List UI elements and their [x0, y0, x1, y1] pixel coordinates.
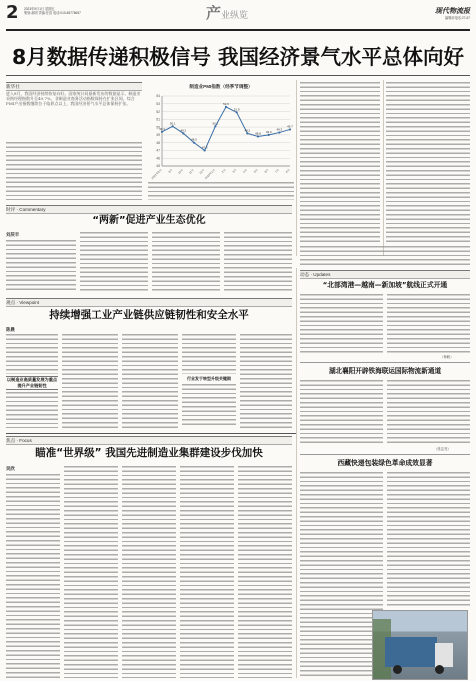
- viewpoint-col-3: [122, 334, 178, 428]
- x-tick-label: 10月: [177, 167, 185, 175]
- viewpoint-byline: 陈晨: [6, 327, 15, 332]
- x-tick-label: 3月: [231, 167, 238, 174]
- col-divider: [296, 268, 297, 678]
- x-tick-label: 5月: [252, 167, 259, 174]
- data-point: [204, 149, 206, 151]
- data-label: 50.1: [169, 121, 176, 126]
- data-label: 48.0: [191, 137, 197, 142]
- viewpoint-col-2: [62, 334, 118, 428]
- viewpoint-col-4: [182, 334, 236, 374]
- focus-col-5: [238, 466, 292, 678]
- y-tick-label: 53: [156, 101, 160, 106]
- x-tick-label: 9月: [167, 167, 174, 174]
- y-tick-label: 48: [156, 140, 160, 145]
- x-tick-label: 8月: [284, 167, 291, 174]
- data-label: 49.7: [287, 124, 293, 129]
- data-label: 47.0: [201, 145, 208, 150]
- focus-col-3: [122, 466, 176, 678]
- section-title-rest: 业纵览: [221, 11, 249, 21]
- data-label: 49.0: [265, 129, 272, 134]
- chart-caption-lines: [148, 182, 294, 200]
- x-tick-label: 2023年1月: [203, 167, 217, 180]
- masthead-editors: 策划:郝明 责编:任浩 电话:010-65776657: [24, 11, 81, 15]
- focus-rule: [6, 433, 296, 434]
- x-tick-label: 2022年8月: [150, 167, 163, 180]
- update-rule: [300, 454, 470, 455]
- masthead-phone: 编辑部电话:27-67: [445, 16, 470, 20]
- masthead-rule: [6, 29, 470, 31]
- lead-section-label: 新华社: [6, 82, 142, 91]
- viewpoint-col-1b: [6, 392, 58, 428]
- lead-col-3: [300, 82, 380, 242]
- viewpoint-pull-quote: 以制造业高质量发展为重点 提升产业链韧性: [6, 377, 58, 388]
- masthead-info: [24, 7, 144, 15]
- x-tick-label: 12月: [198, 167, 206, 175]
- data-point: [225, 106, 227, 108]
- page-number: 2: [6, 2, 19, 23]
- viewpoint-col-1: [6, 334, 58, 374]
- lead-body-lines: [6, 142, 142, 200]
- update-3-col-2: [387, 472, 470, 606]
- y-tick-label: 47: [156, 148, 160, 153]
- data-point: [289, 128, 291, 130]
- update-1-source: （杨帆）: [440, 355, 454, 359]
- focus-byline: 吴欣: [6, 466, 15, 471]
- update-2-col-1: [300, 380, 383, 446]
- update-1-title: “北部湾港—越南—新加坡”航线正式开通: [322, 281, 448, 289]
- data-label: 49.4: [159, 126, 165, 131]
- update-2-source: （张志亮）: [434, 447, 451, 451]
- update-2-col-2: [387, 380, 470, 446]
- viewpoint-headline: 持续增强工业产业链供应链韧性和安全水平: [49, 309, 249, 321]
- masthead: [6, 4, 470, 28]
- updates-label: 动态 · Updates: [300, 270, 470, 279]
- data-label: 50.1: [212, 121, 219, 126]
- data-point: [182, 132, 184, 134]
- lead-headline: 8月数据传递积极信号 我国经济景气水平总体向好: [12, 45, 464, 69]
- data-point: [236, 111, 238, 113]
- data-point: [268, 134, 270, 136]
- publication-name: 现代物流报: [435, 8, 470, 15]
- x-tick-label: 7月: [274, 167, 281, 174]
- lead-col-4: [386, 82, 470, 242]
- viewpoint-col-4b: [182, 384, 236, 428]
- headline-rule: [6, 75, 470, 76]
- y-tick-label: 51: [156, 117, 160, 122]
- chart-title: 制造业PMI指数（经季节调整）: [189, 84, 253, 89]
- x-tick-label: 4月: [242, 167, 249, 174]
- focus-col-2: [64, 466, 118, 678]
- data-point: [172, 125, 174, 127]
- y-tick-label: 49: [156, 133, 160, 138]
- focus-col-4: [180, 466, 234, 678]
- lead-col-continuation: [300, 246, 470, 266]
- viewpoint-caption: 行业发于转型升级关键期: [187, 376, 231, 381]
- data-label: 49.2: [180, 128, 187, 133]
- focus-label: 焦点 · Focus: [6, 436, 292, 445]
- data-label: 48.8: [255, 131, 261, 136]
- commentary-byline: 刘辰丰: [6, 232, 20, 237]
- y-tick-label: 46: [156, 156, 160, 161]
- data-point: [246, 132, 248, 134]
- commentary-col-3: [152, 232, 220, 292]
- commentary-label: 时评 · Commentary: [6, 205, 292, 214]
- focus-col-1: [6, 474, 60, 678]
- commentary-col-2: [80, 232, 148, 292]
- update-3-title: 西藏快递包装绿色革命成效显著: [337, 459, 433, 467]
- update-3-col-1: [300, 472, 383, 678]
- data-label: 51.9: [233, 107, 240, 112]
- section-title: [206, 4, 248, 25]
- data-point: [278, 131, 280, 133]
- y-tick-label: 54: [156, 94, 160, 99]
- col-divider: [383, 80, 384, 256]
- col-divider: [296, 80, 297, 256]
- update-1-col-1: [300, 294, 383, 354]
- delivery-truck-photo: [372, 610, 468, 680]
- viewpoint-label: 观点 · Viewpoint: [6, 298, 292, 307]
- y-tick-label: 45: [156, 164, 160, 169]
- data-label: 49.2: [244, 128, 251, 133]
- pmi-chart: [148, 84, 294, 180]
- x-tick-label: 11月: [187, 167, 195, 175]
- data-label: 49.3: [276, 127, 283, 132]
- data-label: 52.6: [223, 101, 229, 106]
- data-point: [161, 131, 163, 133]
- data-point: [257, 135, 259, 137]
- lead-body-text: 进入8月，我国经济持续恢复向好。国家统计局最新发布的数据显示，制造业采购经理指数升至49.7%，非制造业商务活动指数保持在扩张区间，综合PMI产出指数继续位于临界点以上，我国经济景气水平总体保持扩张。: [6, 91, 141, 107]
- masthead-right: [435, 6, 470, 20]
- x-tick-label: 2月: [220, 167, 227, 174]
- data-point: [214, 125, 216, 127]
- section-title-big: 产: [206, 4, 222, 22]
- x-tick-label: 6月: [263, 167, 270, 174]
- chart-svg: [148, 92, 294, 180]
- update-rule: [300, 362, 470, 363]
- commentary-col-4: [224, 232, 292, 292]
- y-tick-label: 50: [156, 125, 160, 130]
- data-point: [193, 142, 195, 144]
- commentary-headline: “两新”促进产业生态优化: [92, 215, 206, 226]
- update-1-col-2: [387, 294, 470, 354]
- focus-headline: 瞄准“世界级” 我国先进制造业集群建设步伐加快: [35, 447, 263, 459]
- y-tick-label: 52: [156, 109, 160, 114]
- viewpoint-col-5: [240, 334, 292, 428]
- masthead-date: 2023年9月1日 星期五: [24, 7, 55, 11]
- commentary-col-1: [6, 240, 76, 292]
- update-2-title: 湖北襄阳开辟铁海联运国际物流新通道: [328, 367, 442, 375]
